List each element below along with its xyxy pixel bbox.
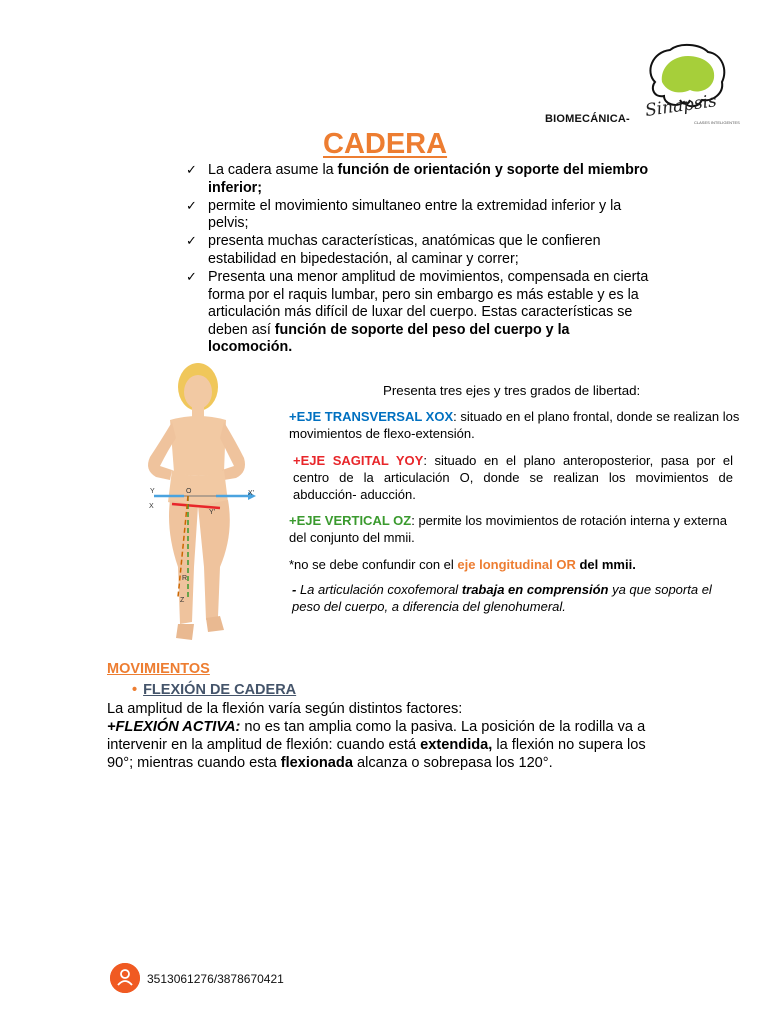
bullet-icon: •	[132, 682, 138, 698]
flexion-active-paragraph: +FLEXIÓN ACTIVA: no es tan amplia como la pasiva. La posición de la rodilla va a intervenir en la amplitud de flexión: cuando está extendida, la flexión no supera los 90°; mientras cuando esta flexionada alcanza o sobrepasa los 120°.	[107, 719, 646, 771]
axis-vertical-text: +EJE VERTICAL OZ: permite los movimientos de rotación interna y externa del conjunto del mmii.	[289, 513, 727, 545]
list-item: ✓ La cadera asume la función de orientación y soporte del miembro inferior;	[186, 162, 649, 196]
axis-label-r: R	[182, 575, 188, 582]
compression-note: - La articulación coxofemoral trabaja en comprensión ya que soporta el peso del cuerpo, a diferencia del glenohumeral.	[292, 582, 712, 614]
phone-numbers: 3513061276/3878670421	[147, 972, 284, 986]
logo-subtext: CLASES INTELIGENTES	[694, 120, 740, 125]
user-icon	[110, 963, 140, 993]
flexion-body	[107, 700, 667, 772]
page-title: CADERA	[323, 128, 448, 160]
axis-label-z: Z	[180, 597, 185, 604]
list-item: ✓ Presenta una menor amplitud de movimientos, compensada en cierta forma por el raquis lumbar, pero sin embargo es más estable y es la articulación más difícil de luxar del cuerpo. Estas características se deben así función de soporte del peso del cuerpo y la locomoción.	[186, 269, 649, 356]
checkmark-icon: ✓	[186, 163, 197, 178]
flexion-intro-line: La amplitud de la flexión varía según distintos factores:	[107, 701, 463, 717]
logo-text: Sinapsis	[643, 91, 718, 121]
axis-transversal-text: +EJE TRANSVERSAL XOX: situado en el plano frontal, donde se realizan los movimientos de flexo-extensión.	[289, 409, 740, 441]
list-item: ✓ permite el movimiento simultaneo entre la extremidad inferior y la pelvis;	[186, 197, 622, 232]
flexion-heading: • FLEXIÓN DE CADERA	[132, 682, 297, 698]
list-item: ✓ presenta muchas características, anatómicas que le confieren estabilidad en bipedestación, al caminar y correr;	[186, 233, 601, 267]
axis-note: *no se debe confundir con el eje longitudinal OR del mmii.	[289, 557, 636, 572]
axes-intro: Presenta tres ejes y tres grados de libertad:	[383, 383, 641, 398]
axis-label-y: Y	[150, 488, 155, 495]
sinapsis-logo	[640, 42, 740, 128]
hip-axes-figure	[120, 362, 278, 657]
axis-sagital-text: +EJE SAGITAL YOY: situado en el plano anteroposterior, pasa por el centro de la articulación O, donde se realizan los movimientos de abducción- aducción.	[293, 453, 733, 502]
intro-bullet-list	[186, 162, 656, 358]
checkmark-icon: ✓	[186, 270, 197, 286]
axis-label-x: X	[149, 503, 154, 510]
axis-label-y-prime: Y'	[209, 509, 216, 516]
section-label: BIOMECÁNICA-	[545, 113, 630, 125]
movements-heading: MOVIMIENTOS	[107, 661, 210, 677]
axis-label-o: O	[186, 488, 192, 495]
checkmark-icon: ✓	[186, 234, 197, 250]
axis-label-x-prime: X'	[248, 490, 255, 497]
checkmark-icon: ✓	[186, 198, 197, 214]
